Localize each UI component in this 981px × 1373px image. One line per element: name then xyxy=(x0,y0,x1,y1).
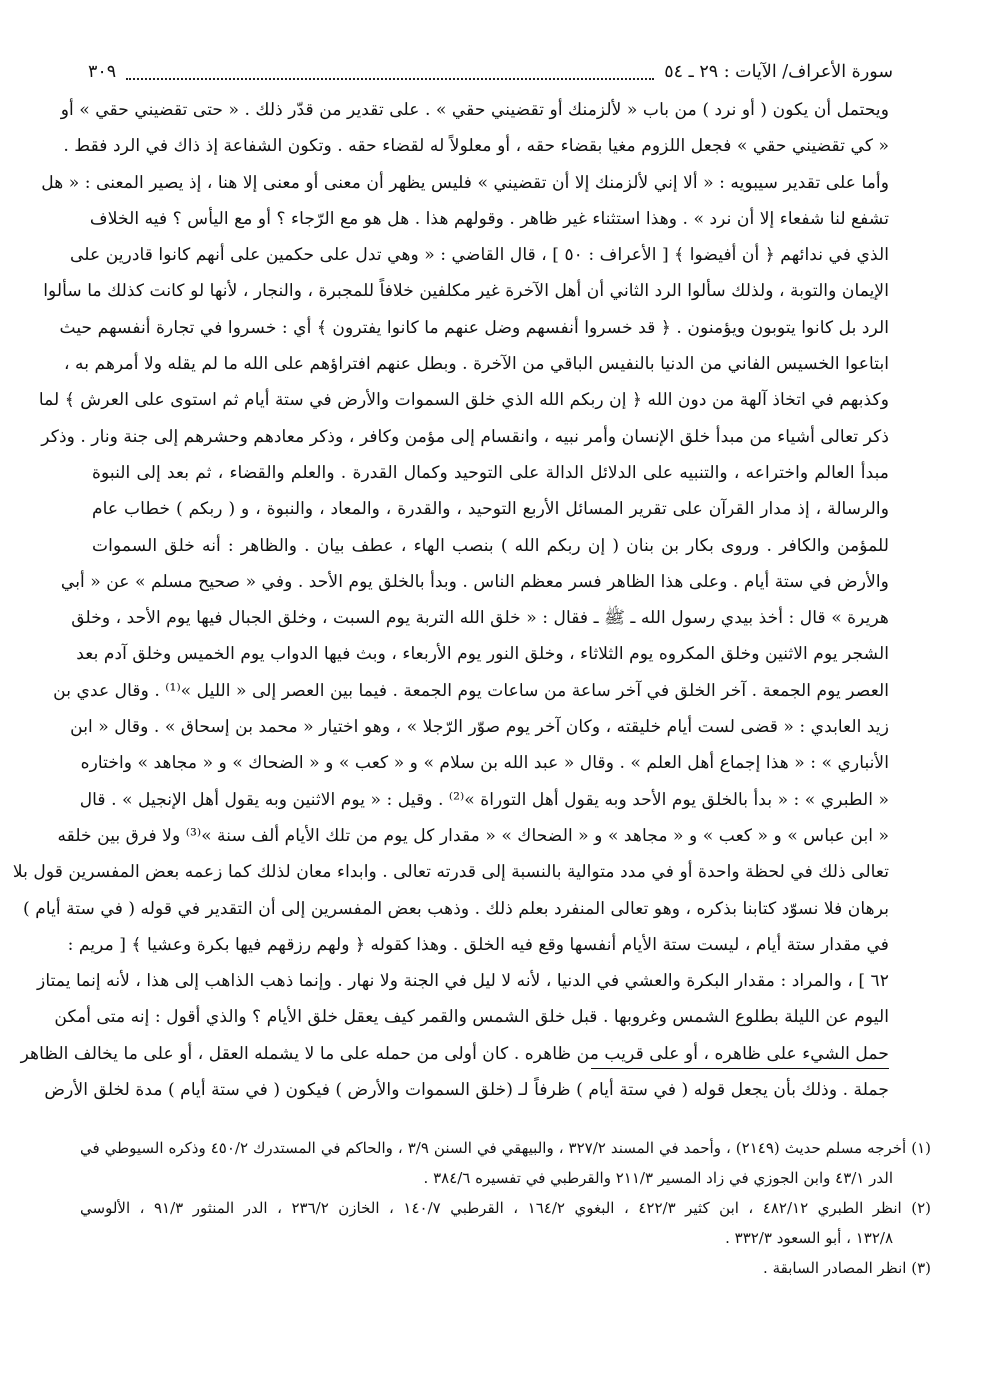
footnote-2-line-2: ١٣٢/٨ ، أبو السعود ٣٣٢/٣ . xyxy=(725,1229,893,1247)
text-line: والرسالة ، إذ مدار القرآن على تقرير المسائل الأربع التوحيد ، والقدرة ، والمعاد ، والنبوة ، و ( ربكم ) خطاب عام xyxy=(92,499,889,520)
text-line: وكذبهم في اتخاذ آلهة من دون الله ﴿ إن ربكم الله الذي خلق السموات والأرض في ستة أيام ثم استوى على العرش ﴾ لما xyxy=(38,390,889,411)
header-dotted-leader xyxy=(126,64,654,80)
footnotes xyxy=(80,1133,931,1283)
text-line: مبدأ العالم واختراعه ، والتنبيه على الدلائل الدالة على التوحيد وكمال القدرة . والعلم والقضاء ، ثم بعد إلى النبوة xyxy=(92,462,889,483)
text-line: « كي تقضيني حقي » فجعل اللزوم مغيا بقضاء حقه ، أو معلولاً له لقضاء حقه . وتكون الشفاعة إذ ذاك في الرد فقط . xyxy=(63,136,889,157)
text-line: في مقدار ستة أيام ، ليست ستة الأيام أنفسها وقع فيه الخلق . وهذا كقوله ﴿ ولهم رزقهم فيها بكرة وعشيا ﴾ [ مريم : xyxy=(67,934,889,955)
text-line: ويحتمل أن يكون ( أو نرد ) من باب « لألزمنك أو تقضيني حقي » . على تقدير من قدّر ذلك . « حتى تقضيني حقي » أو xyxy=(60,100,889,120)
footnote-2-line-1: (٢) انظر الطبري ٤٨٢/١٢ ، ابن كثير ٤٢٢/٣ ، البغوي ١٦٤/٢ ، القرطبي ١٤٠/٧ ، الخازن ٢٣٦/٢ ، الدر المنثور ٩١/٣ ، الألوسي xyxy=(80,1199,931,1217)
text-line: ابتاعوا الخسيس الفاني من الدنيا بالنفيس الباقي من الآخرة . وبطل عنهم افتراؤهم على الله ما لم يقله ولا أمرهم به ، xyxy=(64,354,889,375)
text-line: هريرة » قال : أخذ بيدي رسول الله ـ ﷺ ـ فقال : « خلق الله التربة يوم السبت ، وخلق الجبال فيها يوم الأحد ، وخلق xyxy=(71,608,889,629)
footnote-1-line-1: (١) أخرجه مسلم حديث (٢١٤٩) ، وأحمد في المسند ٣٢٧/٢ ، والبيهقي في السنن ٣/٩ ، والحاكم في المستدرك ٤٥٠/٢ وذكره السيوطي في xyxy=(80,1139,931,1157)
text-line: الأنباري » : « هذا إجماع أهل العلم » . وقال « عبد الله بن سلام » و « كعب » و « الضحاك » و « مجاهد » واختاره xyxy=(80,753,889,774)
text-line: الإيمان والتوبة ، ولذلك سألوا الرد الثاني أن أهل الآخرة غير مكلفين خلافاً للمجبرة ، والنجار ، لأنها لو كانت كذلك ما سألوا xyxy=(43,281,889,302)
text-line: ٦٢ ] ، والمراد : مقدار البكرة والعشي في الدنيا ، لأنه لا ليل في الجنة ولا نهار . وإنما ذهب الذاهب إلى هذا ، لأنه إنما يمتاز xyxy=(37,971,889,992)
text-line: « ابن عباس » و « كعب » و « مجاهد » و « الضحاك » « مقدار كل يوم من تلك الأيام ألف سنة »⁽³⁾ ولا فرق بين خلقه xyxy=(57,825,889,846)
text-line: وأما على تقدير سيبويه : « ألا إني لألزمنك إلا أن تقضيني » فليس يظهر أن معنى أو معنى إلا هنا ، إذ يصير المعنى : « هل xyxy=(41,172,889,193)
running-header xyxy=(88,52,893,92)
footnote-3-line-1: (٣) انظر المصادر السابقة . xyxy=(763,1259,931,1277)
footnote-1-line-2: الدر ٤٣/١ وابن الجوزي في زاد المسير ٢١١/٣ والقرطبي في تفسيره ٣٨٤/٦ . xyxy=(423,1169,893,1187)
text-line: الذي في ندائهم ﴿ أن أفيضوا ﴾ [ الأعراف : ٥٠ ] ، قال القاضي : « وهي تدل على حكمين على أنهم كانوا قادرين على xyxy=(69,245,889,266)
text-line: جملة . وذلك بأن يجعل قوله ( في ستة أيام ) ظرفاً لـ (خلق السموات والأرض ) فيكون ( في ستة أيام ) مدة لخلق الأرض xyxy=(44,1080,889,1101)
text-line: حمل الشيء على ظاهره ، أو على قريب من ظاهره . كان أولى من حمله على ما لا يشمله العقل ، أو على ما يخالف الظاهر xyxy=(20,1043,889,1064)
text-line: برهان فلا نسوّد كتابنا بذكره ، وهو تعالى المنفرد بعلم ذلك . وذهب بعض المفسرين إلى أن التقدير في قوله ( في ستة أيام ) xyxy=(23,898,889,919)
main-text xyxy=(12,92,889,1108)
page-number: ٣٠٩ xyxy=(88,62,117,82)
text-line: للمؤمن والكافر . وروى بكار بن بنان ( إن ربكم الله ) بنصب الهاء ، عطف بيان . والظاهر : أنه خلق السموات xyxy=(92,535,889,556)
text-line: العصر يوم الجمعة . آخر الخلق في آخر ساعة من ساعات يوم الجمعة . فيما بين العصر إلى « الليل »⁽¹⁾ . وقال عدي بن xyxy=(53,680,889,701)
text-line: الشجر يوم الاثنين وخلق المكروه يوم الثلاثاء ، وخلق النور يوم الأربعاء ، وبث فيها الدواب يوم الخميس وخلق آدم بعد xyxy=(76,644,889,665)
header-title: سورة الأعراف/ الآيات : ٢٩ ـ ٥٤ xyxy=(664,62,893,82)
text-line: الرد بل كانوا يتوبون ويؤمنون . ﴿ قد خسروا أنفسهم وضل عنهم ما كانوا يفترون ﴾ أي : خسروا في تجارة أنفسهم حيث xyxy=(59,317,889,338)
footnote-separator xyxy=(591,1068,889,1069)
text-line: « الطبري » : « بدأ بالخلق يوم الأحد وبه يقول أهل التوراة »⁽²⁾ . وقيل : « يوم الاثنين وبه يقول أهل الإنجيل » . قال xyxy=(79,789,889,810)
text-line: تعالى ذلك في لحظة واحدة أو في مدد متوالية بالنسبة إلى قدرته تعالى . وابداء معان لذلك كما زعمه بعض المفسرين قول بلا xyxy=(12,862,889,883)
text-line: زيد العابدي : « قضى لست أيام خليقته ، وكان آخر يوم صوّر الرّجلا » ، وهو اختيار « محمد بن إسحاق » . وقال « ابن xyxy=(70,717,889,738)
text-line: ذكر تعالى أشياء من مبدأ خلق الإنسان وأمر نبيه ، وانقسام إلى مؤمن وكافر ، وذكر معادهم وحشرهم إلى جنة ونار . وذكر xyxy=(41,426,889,447)
text-line: اليوم عن الليلة بطلوع الشمس وغروبها . قبل خلق الشمس والقمر كيف يعقل خلق الأيام ؟ والذي أقول : إنه متى أمكن xyxy=(54,1007,889,1028)
text-line: والأرض في ستة أيام . وعلى هذا الظاهر فسر معظم الناس . وبدأ بالخلق يوم الأحد . وفي « صحيح مسلم » عن « أبي xyxy=(60,571,889,592)
text-line: تشفع لنا شفعاء إلا أن نرد » . وهذا استثناء غير ظاهر . وقولهم هذا . هل هو مع الرّجاء ؟ أو مع اليأس ؟ فيه الخلاف xyxy=(89,208,889,229)
